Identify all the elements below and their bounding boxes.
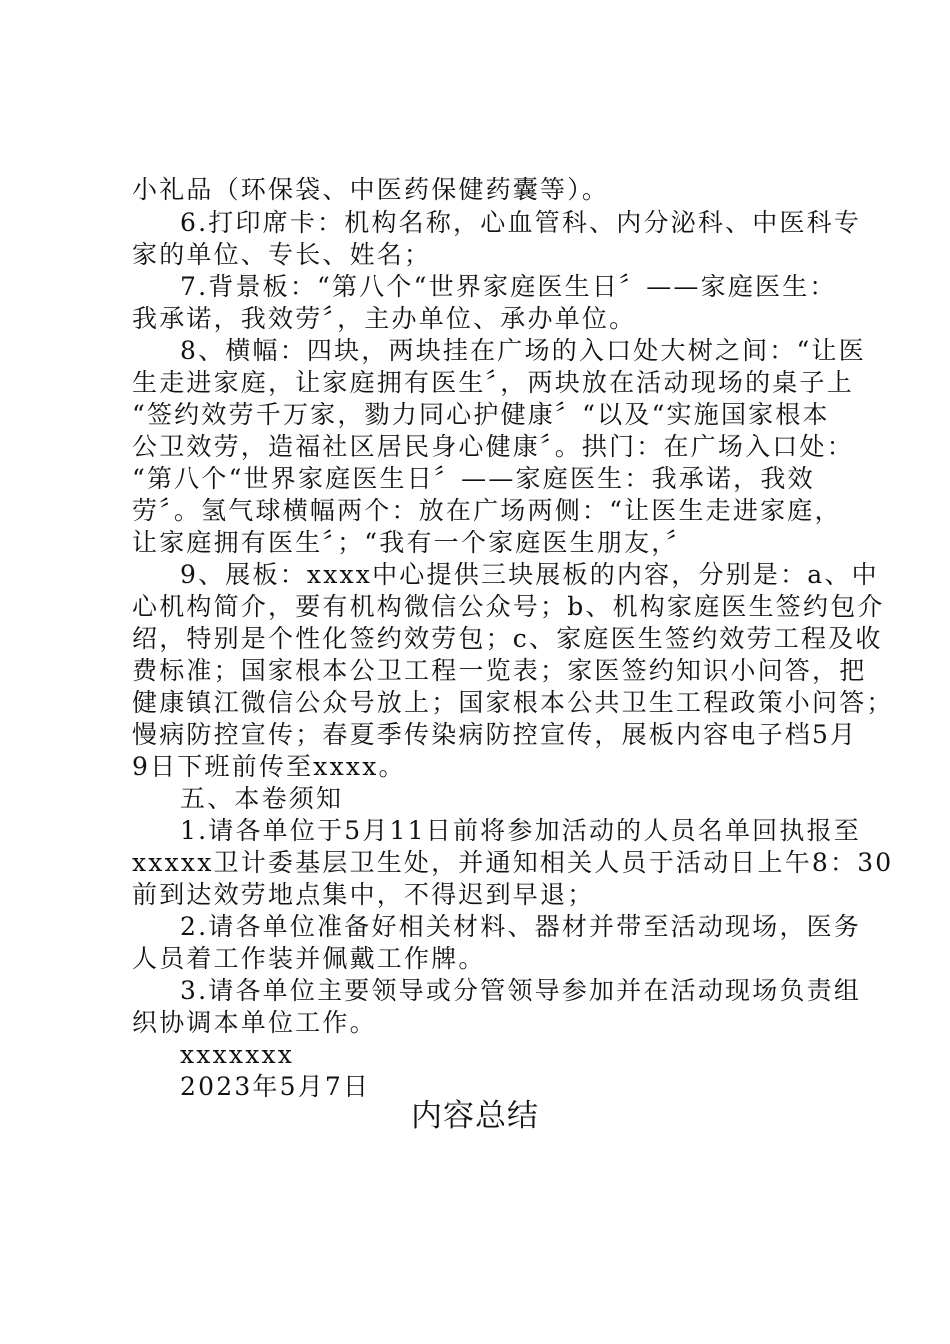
text-line-2: 6.打印席卡：机构名称，心血管科、内分泌科、中医科专 xyxy=(180,208,862,237)
text-line-6: 8、横幅：四块，两块挂在广场的入口处大树之间：“让医 xyxy=(180,336,866,365)
text-line-24: 2.请各单位准备好相关材料、器材并带至活动现场，医务 xyxy=(180,912,862,941)
text-line-8: “签约效劳千万家，勠力同心护健康〞“以及“实施国家根本 xyxy=(132,400,830,429)
text-line-9: 公卫效劳，造福社区居民身心健康〞。拱门：在广场入口处： xyxy=(132,432,854,461)
text-line-22: xxxxx卫计委基层卫生处，并通知相关人员于活动日上午8：30 xyxy=(132,848,894,877)
text-line-27: 织协调本单位工作。 xyxy=(132,1008,377,1037)
text-line-18: 慢病防控宣传；春夏季传染病防控宣传，展板内容电子档5月 xyxy=(132,720,858,749)
signature-org: xxxxxxx xyxy=(180,1040,295,1069)
text-line-1: 小礼品（环保袋、中医药保健药囊等）。 xyxy=(132,175,610,204)
text-line-15: 绍，特别是个性化签约效劳包；c、家庭医生签约效劳工程及收 xyxy=(132,624,883,653)
text-line-16: 费标准；国家根本公卫工程一览表；家医签约知识小问答，把 xyxy=(132,656,867,685)
text-line-11: 劳〞。氢气球横幅两个：放在广场两侧：“让医生走进家庭， xyxy=(132,496,842,525)
text-line-25: 人员着工作装并佩戴工作牌。 xyxy=(132,944,486,973)
text-line-17: 健康镇江微信公众号放上；国家根本公共卫生工程政策小问答； xyxy=(132,688,894,717)
text-line-23: 前到达效劳地点集中，不得迟到早退； xyxy=(132,880,595,909)
text-line-3: 家的单位、专长、姓名； xyxy=(132,240,432,269)
section-heading-notice: 五、本卷须知 xyxy=(180,784,344,813)
signature-date: 2023年5月7日 xyxy=(180,1072,371,1101)
summary-heading: 内容总结 xyxy=(411,1098,539,1134)
text-line-12: 让家庭拥有医生〞；“我有一个家庭医生朋友，〞 xyxy=(132,528,694,557)
text-line-21: 1.请各单位于5月11日前将参加活动的人员名单回执报至 xyxy=(180,816,861,845)
text-line-13: 9、展板：xxxx中心提供三块展板的内容，分别是：a、中 xyxy=(180,560,879,589)
text-line-10: “第八个“世界家庭医生日〞——家庭医生：我承诺，我效 xyxy=(132,464,815,493)
text-line-26: 3.请各单位主要领导或分管领导参加并在活动现场负责组 xyxy=(180,976,862,1005)
text-line-5: 我承诺，我效劳〞，主办单位、承办单位。 xyxy=(132,304,637,333)
text-line-19: 9日下班前传至xxxx。 xyxy=(132,752,406,781)
text-line-4: 7.背景板：“第八个“世界家庭医生日〞——家庭医生： xyxy=(180,272,837,301)
text-line-14: 心机构简介，要有机构微信公众号；b、机构家庭医生签约包介 xyxy=(132,592,885,621)
text-line-7: 生走进家庭，让家庭拥有医生〞，两块放在活动现场的桌子上 xyxy=(132,368,854,397)
